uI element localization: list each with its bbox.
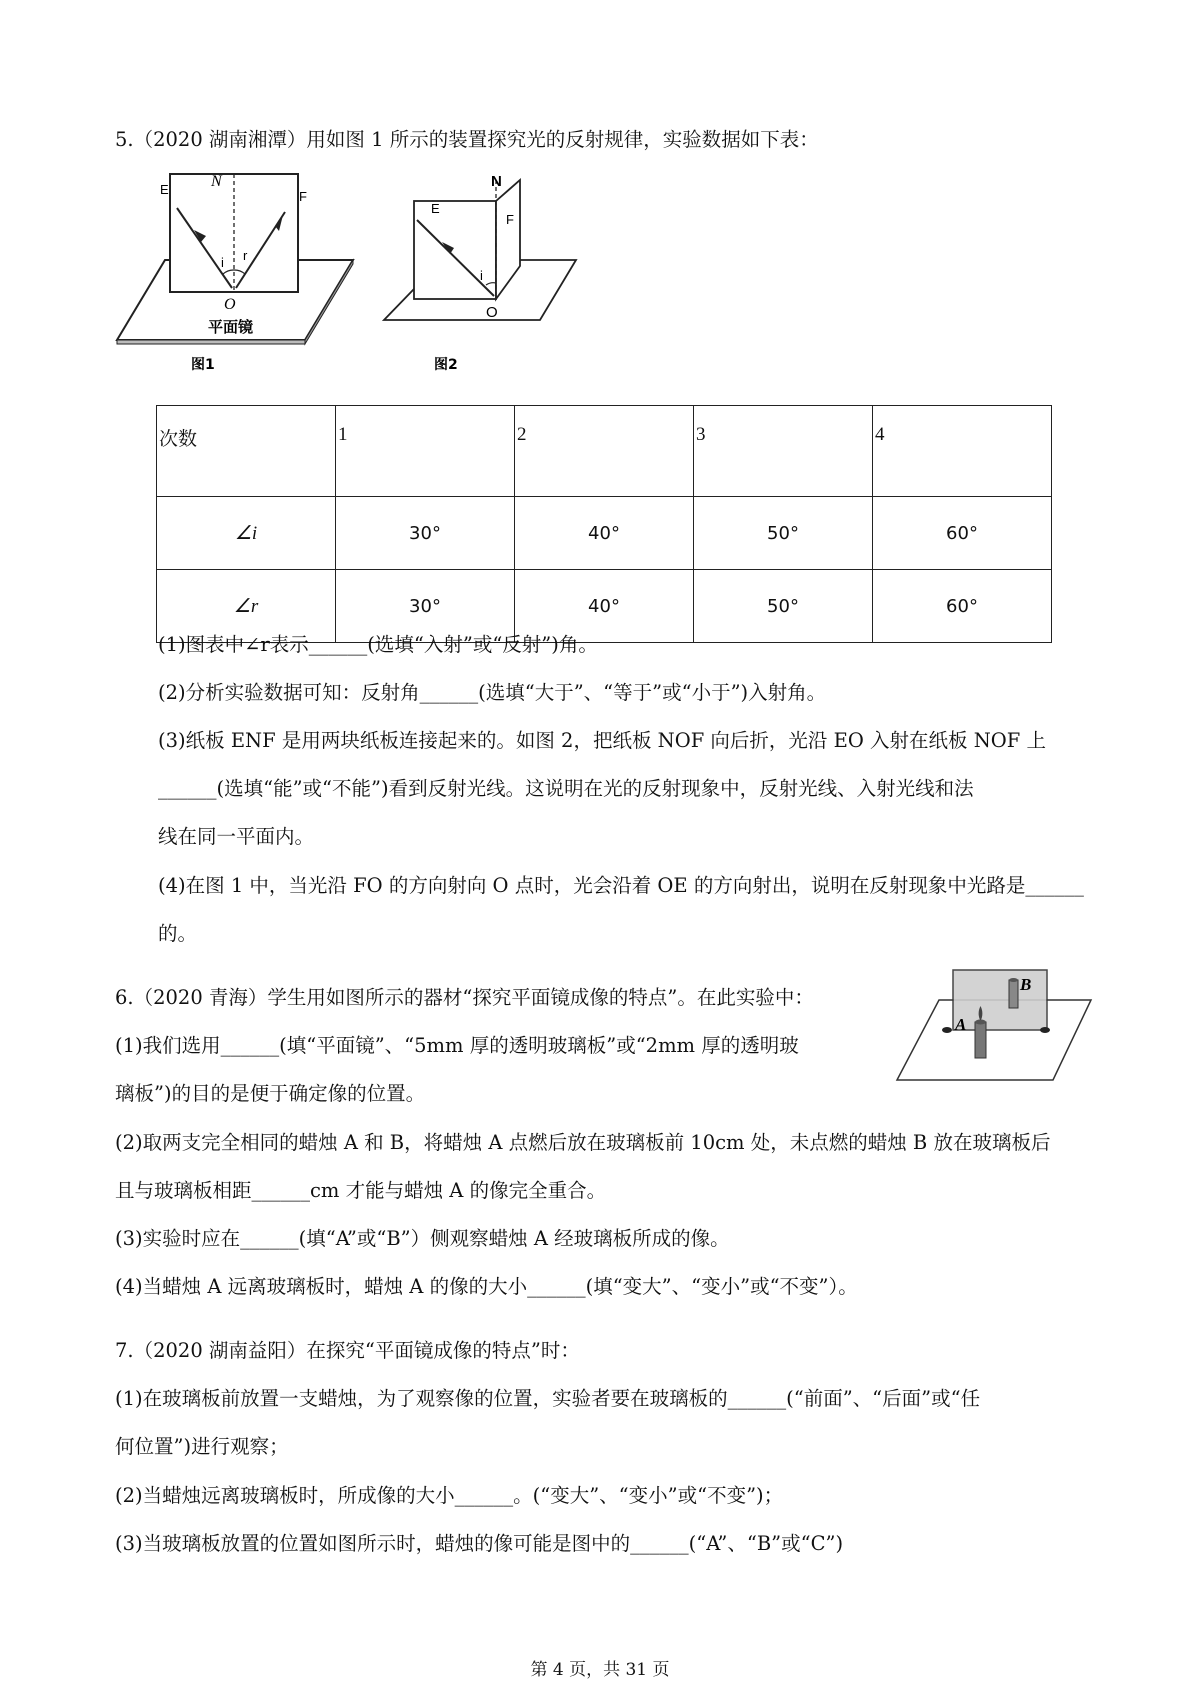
figure-1 [115,172,365,372]
table-cell: 40° [515,570,694,643]
q6-part2-line2: 且与玻璃板相距______cm 才能与蜡烛 A 的像完全重合。 [115,1179,607,1202]
q5-title: 5.（2020 湖南湘潭）用如图 1 所示的装置探究光的反射规律，实验数据如下表： [115,128,819,151]
table-header-cell: 次数 [157,406,336,497]
fig2-label-i: i [480,268,483,283]
fig2-caption: 图2 [434,357,458,372]
table-header-cell: 2 [515,406,694,497]
fig2-label-e: E [431,201,440,216]
table-cell: 50° [694,497,873,570]
table-cell: 50° [694,570,873,643]
table-row-label: ∠r [157,570,336,643]
fig1-label-r: r [243,248,248,263]
fig1-label-o: O [224,296,236,313]
q6-part4: (4)当蜡烛 A 远离玻璃板时，蜡烛 A 的像的大小______(填“变大”、“变小”或“不变”）。 [115,1275,858,1298]
q5-part3-line2: ______(选填“能”或“不能”)看到反射光线。这说明在光的反射现象中，反射光线、入射光线和法 [158,777,974,800]
table-header-cell: 3 [694,406,873,497]
q7-title: 7.（2020 湖南益阳）在探究“平面镜成像的特点”时： [115,1339,580,1362]
fig1-label-i: i [221,255,224,270]
q7-part1-line2: 何位置”)进行观察； [115,1435,289,1458]
q6-part3: (3)实验时应在______(填“A”或“B”）侧观察蜡烛 A 经玻璃板所成的像。 [115,1227,730,1250]
q6-figure [895,968,1095,1088]
table-cell: 30° [336,497,515,570]
fig2-label-o: O [486,304,498,321]
table-header-cell: 1 [336,406,515,497]
q5-part2: (2)分析实验数据可知：反射角______(选填“大于”、“等于”或“小于”)入射角。 [158,681,827,704]
q7-part1-line1: (1)在玻璃板前放置一支蜡烛，为了观察像的位置，实验者要在玻璃板的______(“前面”、“后面”或“任 [115,1387,981,1410]
fig1-label-e: E [160,182,169,197]
fig1-label-f: F [299,189,307,204]
q6-label-a: A [955,1015,967,1034]
q5-part3-line3: 线在同一平面内。 [158,825,315,848]
figure-2 [382,172,582,372]
board-enO [414,201,496,299]
fig1-caption: 图1 [191,357,215,372]
fig2-label-f: F [506,212,514,227]
data-table [156,405,1052,643]
fig1-mirror-label: 平面镜 [208,318,254,336]
q6-part2-line1: (2)取两支完全相同的蜡烛 A 和 B，将蜡烛 A 点燃后放在玻璃板前 10cm 处，未点燃的蜡烛 B 放在玻璃板后 [115,1131,1051,1154]
page-footer: 第 4 页，共 31 页 [530,1660,670,1680]
table-header-cell: 4 [873,406,1052,497]
candle-b [1009,980,1018,1008]
table-header-row [157,406,1052,497]
table-cell: 60° [873,570,1052,643]
glass-plate [953,970,1047,1030]
q6-label-b: B [1020,975,1032,994]
table-cell: 60° [873,497,1052,570]
fig2-label-n: N [491,173,502,190]
q6-title: 6.（2020 青海）学生用如图所示的器材“探究平面镜成像的特点”。在此实验中： [115,986,814,1009]
table-row [157,497,1052,570]
q5-part4-line2: 的。 [158,922,198,945]
q7-part2: (2)当蜡烛远离玻璃板时，所成像的大小______。(“变大”、“变小”或“不变”)； [115,1484,784,1507]
table-cell: 30° [336,570,515,643]
fig1-label-n: N [211,173,222,190]
q5-part1: (1)图表中∠r表示______(选填“入射”或“反射”)角。 [158,633,598,656]
q7-part3: (3)当玻璃板放置的位置如图所示时，蜡烛的像可能是图中的______(“A”、“B”或“C”) [115,1532,844,1555]
q5-part3-line1: (3)纸板 ENF 是用两块纸板连接起来的。如图 2，把纸板 NOF 向后折，光沿 EO 入射在纸板 NOF 上 [158,729,1047,752]
candle-a [975,1022,986,1058]
table-cell: 40° [515,497,694,570]
q6-part1-line2: 璃板”)的目的是便于确定像的位置。 [115,1082,426,1105]
q5-part4-line1: (4)在图 1 中，当光沿 FO 的方向射向 O 点时，光会沿着 OE 的方向射出，说明在反射现象中光路是______ [158,874,1084,897]
table-row-label: ∠i [157,497,336,570]
q6-part1-line1: (1)我们选用______(填“平面镜”、“5mm 厚的透明玻璃板”或“2mm 厚的透明玻 [115,1034,799,1057]
